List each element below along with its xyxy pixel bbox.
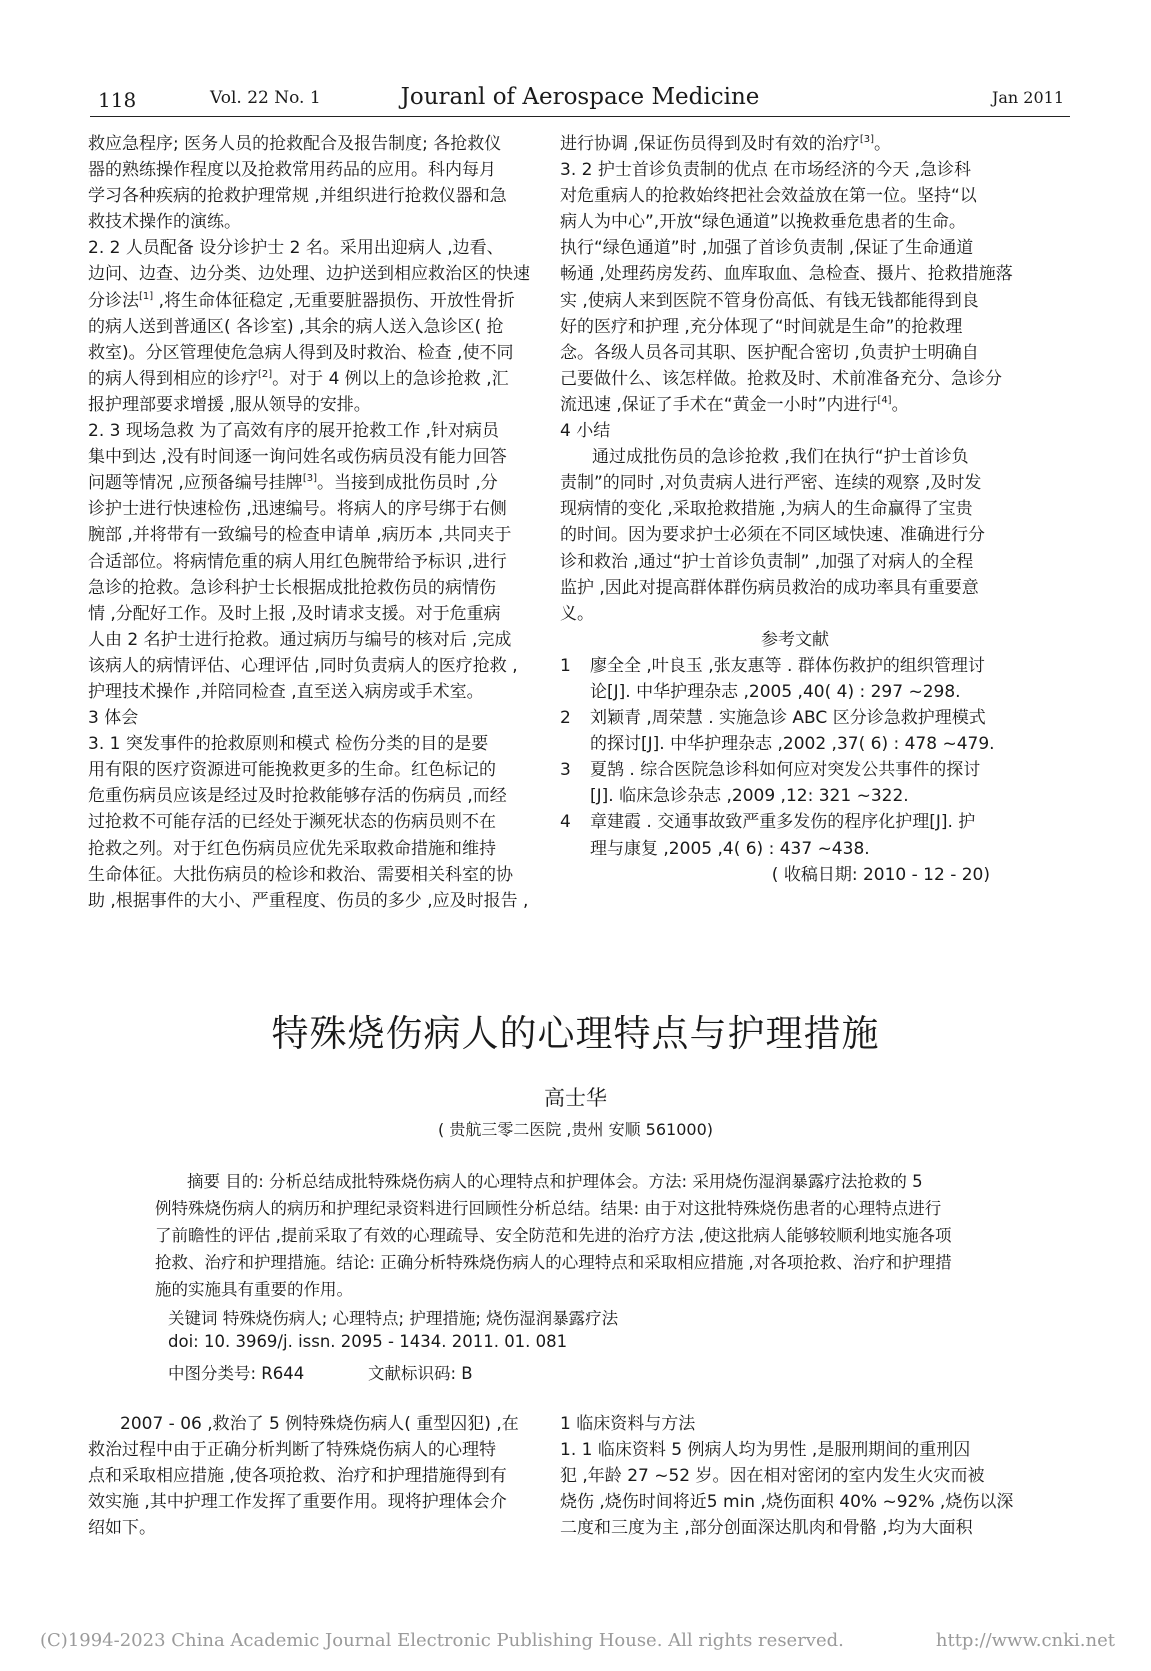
footer-url: http://www.cnki.net (935, 1630, 1115, 1651)
author-name: 高士华 (544, 1086, 607, 1110)
text-line: 犯 ,年龄 27 ~52 岁。因在相对密闭的室内发生火灾而被 (560, 1466, 985, 1487)
text-line: 问题等情况 ,应预备编号挂牌[3]。当接到成批伤员时 ,分 (88, 473, 498, 494)
copyright-footer (40, 1630, 1115, 1651)
running-header (90, 82, 1070, 117)
top-left-column (88, 131, 558, 914)
text-line: 报护理部要求增援 ,服从领导的安排。 (88, 394, 371, 415)
text-line: 合适部位。将病情危重的病人用红色腕带给予标识 ,进行 (88, 551, 507, 572)
text-line: 流迅速 ,保证了手术在“黄金一小时”内进行[4]。 (560, 394, 909, 415)
text-line: 诊和救治 ,通过“护士首诊负责制” ,加强了对病人的全程 (560, 551, 974, 572)
document-code: 文献标识码: B (368, 1364, 473, 1383)
abstract-line: 施的实施具有重要的作用。 (155, 1280, 353, 1299)
abstract-line: 抢救、治疗和护理措施。结论: 正确分析特殊烧伤病人的心理特点和采取相应措施 ,对各项抢救、治疗和护理措 (155, 1253, 952, 1272)
section-heading-3-1: 3. 1 突发事件的抢救原则和模式 检伤分类的目的是要 (88, 734, 489, 755)
reference-text: 理与康复 ,2005 ,4( 6) : 437 ~438. (590, 838, 870, 859)
text-line: 抢救之列。对于红色伤病员应优先采取救命措施和维持 (88, 838, 496, 859)
citation: [1] (139, 290, 154, 302)
text-line: 义。 (560, 603, 594, 624)
clc-number: 中图分类号: R644 (168, 1364, 305, 1383)
reference-text: 夏鹄 . 综合医院急诊科如何应对突发公共事件的探讨 (590, 760, 981, 781)
text-line: 急诊的抢救。急诊科护士长根据成批抢救伤员的病情伤 (88, 577, 496, 598)
bottom-left-column (88, 1411, 558, 1541)
text-line: 绍如下。 (88, 1518, 156, 1539)
author-affiliation: ( 贵航三零二医院 ,贵州 安顺 561000) (438, 1120, 713, 1139)
text-line: 责制”的同时 ,对负责病人进行严密、连续的观察 ,及时发 (560, 473, 982, 494)
text-line: 腕部 ,并将带有一致编号的检查申请单 ,病历本 ,共同夹于 (88, 525, 512, 546)
citation: [3] (859, 134, 874, 145)
text-line: 过抢救不可能存活的已经处于濒死状态的伤病员则不在 (88, 812, 496, 833)
article-title: 特殊烧伤病人的心理特点与护理措施 (271, 1012, 880, 1055)
volume-issue: Vol. 22 No. 1 (210, 88, 321, 108)
section-heading-1: 1 临床资料与方法 (560, 1414, 696, 1434)
reference-item (560, 705, 1030, 757)
doi: doi: 10. 3969/j. issn. 2095 - 1434. 2011. 01. 081 (168, 1332, 568, 1351)
text-line: 助 ,根据事件的大小、严重程度、伤员的多少 ,应及时报告 , (88, 890, 529, 911)
reference-item (560, 757, 1030, 809)
reference-number: 2 (560, 708, 571, 729)
text-line: 边问、边查、边分类、边处理、边护送到相应救治区的快速 (88, 264, 530, 285)
section-heading-2-3: 2. 3 现场急救 为了高效有序的展开抢救工作 ,针对病员 (88, 421, 500, 442)
text-line: 器的熟练操作程度以及抢救常用药品的应用。科内每月 (88, 160, 496, 181)
keywords: 关键词 特殊烧伤病人; 心理特点; 护理措施; 烧伤湿润暴露疗法 (168, 1309, 619, 1328)
reference-text: 章建霞 . 交通事故致严重多发伤的程序化护理[J]. 护 (590, 812, 976, 833)
reference-text: 廖全全 ,叶良玉 ,张友惠等 . 群体伤救护的组织管理讨 (590, 655, 985, 676)
text-line: 集中到达 ,没有时间逐一询问姓名或伤病员没有能力回答 (88, 447, 507, 468)
text-line: 好的医疗和护理 ,充分体现了“时间就是生命”的抢救理 (560, 316, 963, 337)
reference-item (560, 809, 1030, 861)
abstract (155, 1168, 1025, 1303)
reference-number: 3 (560, 760, 571, 781)
text-line: 现病情的变化 ,采取抢救措施 ,为病人的生命赢得了宝贵 (560, 499, 973, 520)
text-line: 二度和三度为主 ,部分创面深达肌肉和骨骼 ,均为大面积 (560, 1518, 973, 1539)
references-heading: 参考文献 (761, 629, 829, 650)
citation: [3] (302, 473, 317, 485)
text-line: 2007 - 06 ,救治了 5 例特殊烧伤病人( 重型囚犯) ,在 (120, 1414, 519, 1434)
text-line: 进行协调 ,保证伤员得到及时有效的治疗[3]。 (560, 134, 891, 154)
text-line: 救技术操作的演练。 (88, 212, 241, 233)
text-line: 点和采取相应措施 ,使各项抢救、治疗和护理措施得到有 (88, 1466, 507, 1487)
journal-name: Jouranl of Aerospace Medicine (400, 84, 760, 110)
text-line: 对危重病人的抢救始终把社会效益放在第一位。坚持“以 (560, 186, 977, 207)
issue-date: Jan 2011 (991, 88, 1064, 107)
text-line: 学习各种疾病的抢救护理常规 ,并组织进行抢救仪器和急 (88, 186, 507, 207)
text-line: 病人为中心”,开放“绿色通道”以挽救垂危患者的生命。 (560, 212, 966, 233)
bottom-right-column (560, 1411, 1030, 1541)
citation: [4] (877, 394, 892, 406)
text-line: 烧伤 ,烧伤时间将近5 min ,烧伤面积 40% ~92% ,烧伤以深 (560, 1492, 1014, 1513)
page-number: 118 (98, 88, 137, 112)
text-line: 实 ,使病人来到医院不管身份高低、有钱无钱都能得到良 (560, 290, 979, 311)
text-line: 通过成批伤员的急诊抢救 ,我们在执行“护士首诊负 (592, 447, 969, 468)
reference-text: 论[J]. 中华护理杂志 ,2005 ,40( 4) : 297 ~298. (590, 681, 961, 702)
text-line: 畅通 ,处理药房发药、血库取血、急检查、摄片、抢救措施落 (560, 264, 1013, 285)
text-line: 救治过程中由于正确分析判断了特殊烧伤病人的心理特 (88, 1440, 496, 1461)
text-line: 的病人送到普通区( 各诊室) ,其余的病人送入急诊区( 抢 (88, 316, 504, 337)
reference-text: [J]. 临床急诊杂志 ,2009 ,12: 321 ~322. (590, 786, 909, 807)
section-heading-3-2: 3. 2 护士首诊负责制的优点 在市场经济的今天 ,急诊科 (560, 160, 972, 181)
abstract-line: 摘要 目的: 分析总结成批特殊烧伤病人的心理特点和护理体会。方法: 采用烧伤湿润暴露疗法抢救的 5 (187, 1172, 923, 1191)
text-line: 己要做什么、该怎样做。抢救及时、术前准备充分、急诊分 (560, 368, 1002, 389)
abstract-line: 了前瞻性的评估 ,提前采取了有效的心理疏导、安全防范和先进的治疗方法 ,使这批病人能够较顺利地实施各项 (155, 1226, 952, 1245)
text-line: 执行“绿色通道”时 ,加强了首诊负责制 ,保证了生命通道 (560, 238, 974, 259)
reference-text: 的探讨[J]. 中华护理杂志 ,2002 ,37( 6) : 478 ~479. (590, 734, 995, 755)
section-heading-2-2: 2. 2 人员配备 设分诊护士 2 名。采用出迎病人 ,边看、 (88, 238, 504, 259)
section-heading-4: 4 小结 (560, 421, 611, 442)
citation: [2] (258, 368, 273, 380)
text-line: 护理技术操作 ,并陪同检查 ,直至送入病房或手术室。 (88, 681, 484, 702)
text-line: 的病人得到相应的诊疗[2]。对于 4 例以上的急诊抢救 ,汇 (88, 368, 509, 389)
text-line: 救应急程序; 医务人员的抢救配合及报告制度; 各抢救仪 (88, 134, 502, 154)
reference-list (560, 653, 1030, 862)
reference-item (560, 653, 1030, 705)
text-line: 用有限的医疗资源进可能挽救更多的生命。红色标记的 (88, 760, 496, 781)
section-heading-3: 3 体会 (88, 708, 139, 729)
text-line: 该病人的病情评估、心理评估 ,同时负责病人的医疗抢救 , (88, 655, 518, 676)
text-line: 救室)。分区管理使危急病人得到及时救治、检查 ,使不同 (88, 342, 514, 363)
received-date: ( 收稿日期: 2010 - 12 - 20) (771, 864, 990, 885)
top-right-column (560, 131, 1030, 888)
text-line: 危重伤病员应该是经过及时抢救能够存活的伤病员 ,而经 (88, 786, 507, 807)
text-line: 念。各级人员各司其职、医护配合密切 ,负责护士明确自 (560, 342, 979, 363)
abstract-line: 例特殊烧伤病人的病历和护理纪录资料进行回顾性分析总结。结果: 由于对这批特殊烧伤患者的心理特点进行 (155, 1199, 942, 1218)
text-line: 人由 2 名护士进行抢救。通过病历与编号的核对后 ,完成 (88, 629, 512, 650)
copyright-text: (C)1994-2023 China Academic Journal Electronic Publishing House. All rights reserved. (40, 1630, 844, 1651)
text-line: 监护 ,因此对提高群体群伤病员救治的成功率具有重要意 (560, 577, 979, 598)
section-heading-1-1: 1. 1 临床资料 5 例病人均为男性 ,是服刑期间的重刑囚 (560, 1440, 971, 1461)
text-line: 诊护士进行快速检伤 ,迅速编号。将病人的序号绑于右侧 (88, 499, 507, 520)
reference-text: 刘颖青 ,周荣慧 . 实施急诊 ABC 区分诊急救护理模式 (590, 708, 986, 729)
text-line: 情 ,分配好工作。及时上报 ,及时请求支援。对于危重病 (88, 603, 501, 624)
text-line: 效实施 ,其中护理工作发挥了重要作用。现将护理体会介 (88, 1492, 507, 1513)
reference-number: 1 (560, 655, 571, 676)
text-line: 生命体征。大批伤病员的检诊和救治、需要相关科室的协 (88, 864, 513, 885)
reference-number: 4 (560, 812, 571, 833)
text-line: 的时间。因为要求护士必须在不同区域快速、准确进行分 (560, 525, 985, 546)
text-line: 分诊法[1] ,将生命体征稳定 ,无重要脏器损伤、开放性骨折 (88, 290, 515, 311)
